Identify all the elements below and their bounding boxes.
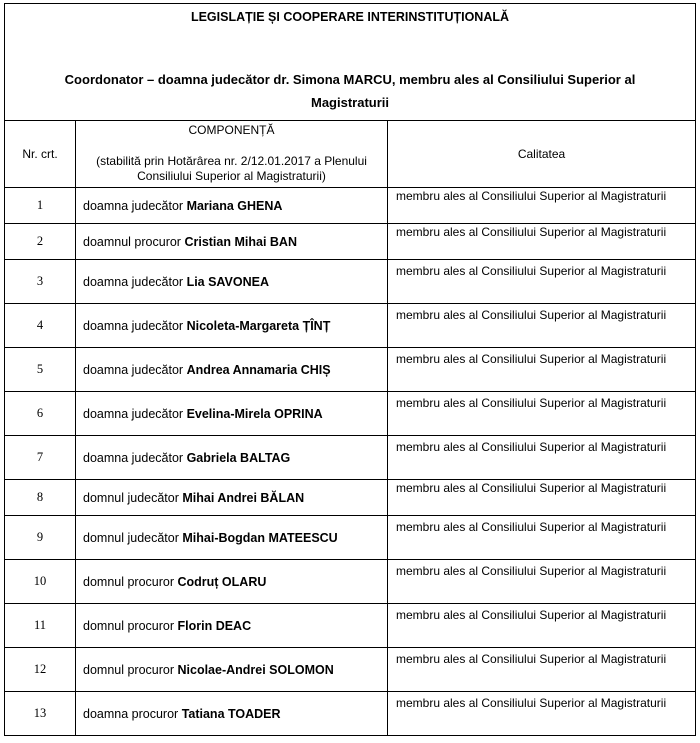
member-prefix: domnul procuror — [83, 574, 175, 589]
coordinator-text: Coordonator – doamna judecător dr. Simona MARCU, membru ales al Consiliului Superior al Magistraturii — [64, 72, 636, 110]
table-row — [5, 692, 696, 736]
member-name: Nicolae-Andrei SOLOMON — [177, 662, 334, 677]
member-prefix: domnul judecător — [83, 530, 179, 545]
member-prefix: doamna judecător — [83, 406, 184, 421]
member-prefix: doamna judecător — [83, 198, 184, 213]
componenta-note: (stabilită prin Hotărârea nr. 2/12.01.2017 a Plenului Consiliului Superior al Magistraturii) — [96, 154, 367, 183]
member-prefix: domnul procuror — [83, 662, 175, 677]
member-name: Mihai Andrei BĂLAN — [182, 490, 305, 505]
committee-table — [4, 3, 696, 736]
member-role: membru ales al Consiliului Superior al Magistraturii — [388, 392, 696, 436]
row-number: 3 — [5, 260, 76, 304]
table-row — [5, 188, 696, 224]
table-row — [5, 392, 696, 436]
table-row — [5, 304, 696, 348]
row-number: 9 — [5, 516, 76, 560]
member-cell — [76, 560, 388, 604]
table-row — [5, 604, 696, 648]
member-role: membru ales al Consiliului Superior al Magistraturii — [388, 348, 696, 392]
table-row — [5, 224, 696, 260]
member-name: Cristian Mihai BAN — [184, 234, 297, 249]
row-number: 1 — [5, 188, 76, 224]
row-number: 4 — [5, 304, 76, 348]
row-number: 6 — [5, 392, 76, 436]
member-prefix: doamna judecător — [83, 274, 184, 289]
member-name: Mihai-Bogdan MATEESCU — [182, 530, 338, 545]
column-header-componenta — [76, 121, 388, 188]
member-prefix: doamna procuror — [83, 706, 179, 721]
table-row — [5, 560, 696, 604]
row-number: 13 — [5, 692, 76, 736]
table-row — [5, 348, 696, 392]
row-number: 11 — [5, 604, 76, 648]
member-name: Gabriela BALTAG — [186, 450, 291, 465]
row-number: 8 — [5, 480, 76, 516]
header-row — [5, 4, 696, 121]
member-role: membru ales al Consiliului Superior al Magistraturii — [388, 648, 696, 692]
member-role: membru ales al Consiliului Superior al Magistraturii — [388, 260, 696, 304]
column-header-row — [5, 121, 696, 188]
member-role: membru ales al Consiliului Superior al Magistraturii — [388, 480, 696, 516]
member-cell — [76, 480, 388, 516]
member-role: membru ales al Consiliului Superior al Magistraturii — [388, 224, 696, 260]
member-prefix: domnul procuror — [83, 618, 175, 633]
member-name: Codruț OLARU — [177, 574, 267, 589]
member-role: membru ales al Consiliului Superior al Magistraturii — [388, 516, 696, 560]
member-cell — [76, 188, 388, 224]
member-role: membru ales al Consiliului Superior al Magistraturii — [388, 436, 696, 480]
row-number: 12 — [5, 648, 76, 692]
member-cell — [76, 260, 388, 304]
member-role: membru ales al Consiliului Superior al Magistraturii — [388, 692, 696, 736]
componenta-label: COMPONENȚĂ — [188, 123, 275, 137]
member-cell — [76, 304, 388, 348]
document-title: LEGISLAȚIE ȘI COOPERARE INTERINSTITUȚIONALĂ — [190, 10, 510, 24]
member-name: Andrea Annamaria CHIȘ — [186, 362, 331, 377]
row-number: 5 — [5, 348, 76, 392]
table-row — [5, 480, 696, 516]
member-cell — [76, 224, 388, 260]
member-name: Evelina-Mirela OPRINA — [186, 406, 323, 421]
member-prefix: doamna judecător — [83, 362, 184, 377]
table-row — [5, 260, 696, 304]
member-prefix: doamnul procuror — [83, 234, 181, 249]
member-cell — [76, 604, 388, 648]
member-role: membru ales al Consiliului Superior al Magistraturii — [388, 304, 696, 348]
member-cell — [76, 516, 388, 560]
table-row — [5, 516, 696, 560]
member-prefix: doamna judecător — [83, 318, 184, 333]
member-role: membru ales al Consiliului Superior al Magistraturii — [388, 604, 696, 648]
member-cell — [76, 436, 388, 480]
column-header-nr: Nr. crt. — [5, 121, 76, 188]
member-prefix: domnul judecător — [83, 490, 179, 505]
member-name: Tatiana TOADER — [181, 706, 281, 721]
table-row — [5, 436, 696, 480]
member-name: Florin DEAC — [177, 618, 252, 633]
header-cell — [5, 4, 696, 121]
member-name: Mariana GHENA — [186, 198, 283, 213]
member-cell — [76, 648, 388, 692]
row-number: 7 — [5, 436, 76, 480]
member-role: membru ales al Consiliului Superior al Magistraturii — [388, 560, 696, 604]
column-header-calitatea: Calitatea — [388, 121, 696, 188]
member-name: Lia SAVONEA — [186, 274, 269, 289]
document — [4, 3, 695, 736]
member-cell — [76, 692, 388, 736]
member-name: Nicoleta-Margareta ȚÎNȚ — [186, 318, 331, 333]
member-cell — [76, 392, 388, 436]
member-role: membru ales al Consiliului Superior al Magistraturii — [388, 188, 696, 224]
member-cell — [76, 348, 388, 392]
row-number: 2 — [5, 224, 76, 260]
table-row — [5, 648, 696, 692]
row-number: 10 — [5, 560, 76, 604]
member-prefix: doamna judecător — [83, 450, 184, 465]
